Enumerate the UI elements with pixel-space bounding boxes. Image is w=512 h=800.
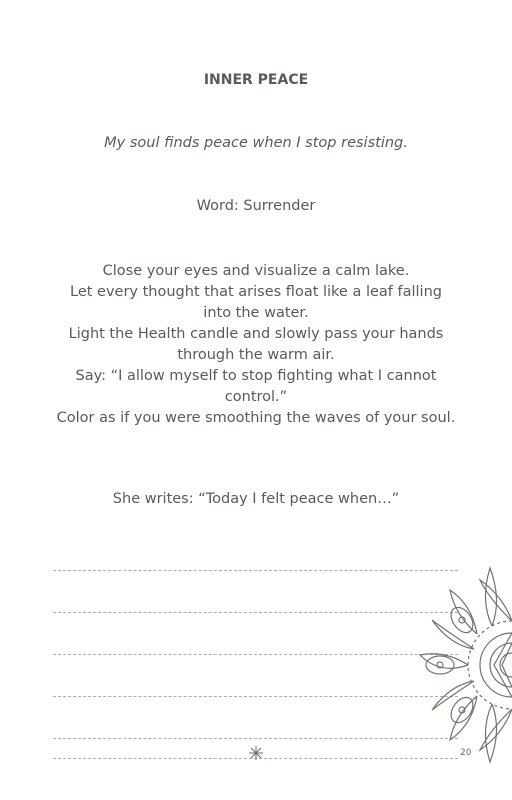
writing-line[interactable]: [53, 654, 458, 655]
journal-prompt: She writes: “Today I felt peace when…”: [112, 491, 400, 507]
instructions-block: [56, 261, 456, 429]
writing-line[interactable]: [53, 738, 458, 739]
mandala-coloring-icon: [410, 560, 512, 770]
page-title: INNER PEACE: [203, 72, 309, 88]
star-ornament-icon: [248, 745, 264, 761]
word-label: Word: Surrender: [196, 198, 316, 214]
instruction-line: Say: “I allow myself to stop fighting what I cannot control.”: [75, 368, 437, 405]
instruction-line: Color as if you were smoothing the waves of your soul.: [56, 410, 456, 426]
page-number: 20: [460, 748, 472, 758]
writing-line[interactable]: [53, 696, 458, 697]
writing-line[interactable]: [53, 570, 458, 571]
affirmation-text: My soul finds peace when I stop resisting.: [104, 135, 408, 151]
instruction-line: Let every thought that arises float like a leaf falling into the water.: [70, 284, 442, 321]
writing-line[interactable]: [53, 612, 458, 613]
instruction-line: Close your eyes and visualize a calm lake.: [102, 263, 410, 279]
instruction-line: Light the Health candle and slowly pass your hands through the warm air.: [68, 326, 444, 363]
